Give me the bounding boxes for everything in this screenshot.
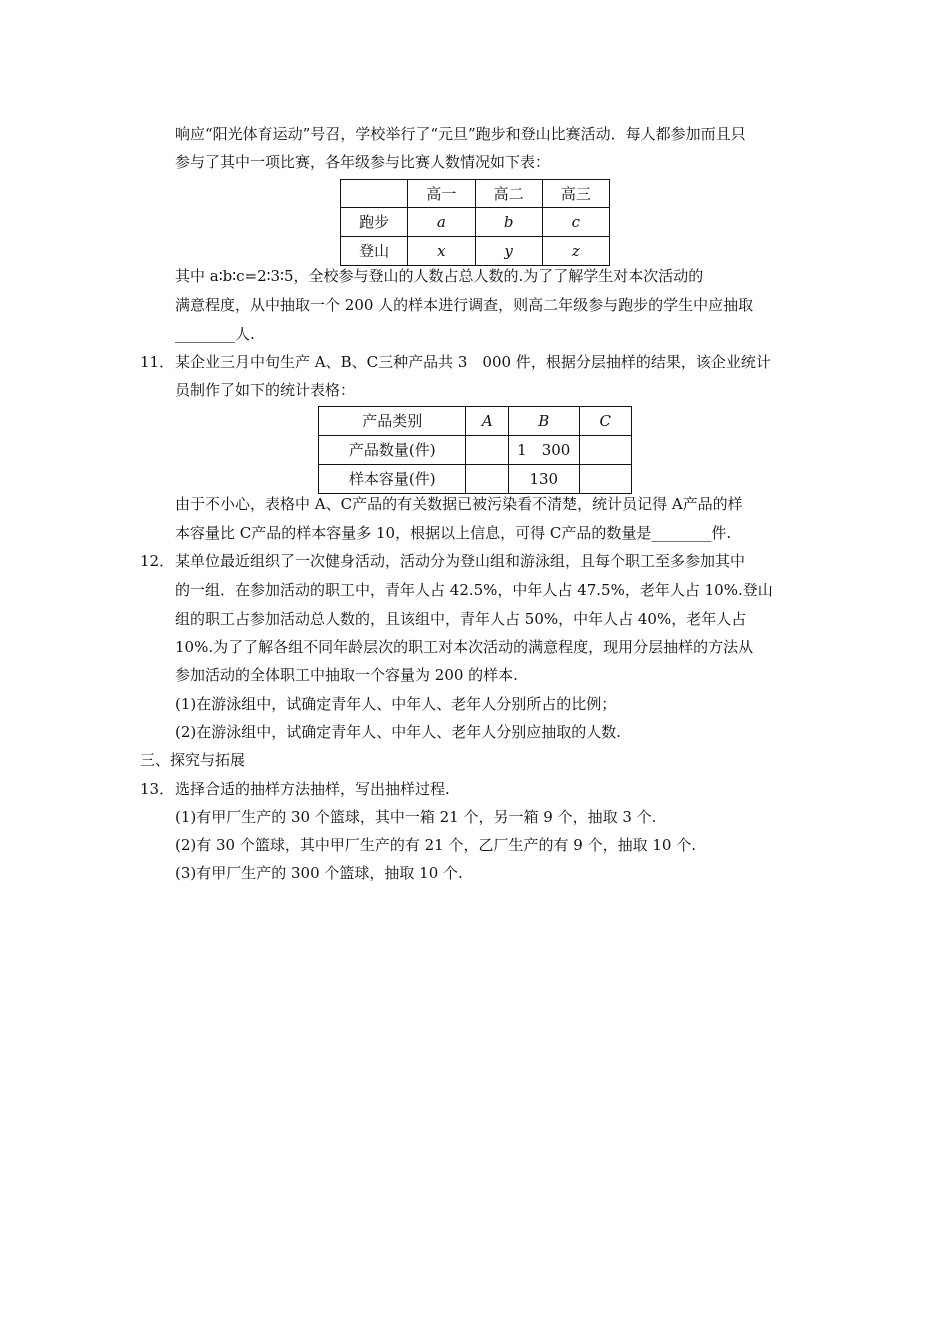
table-header: 产品类别 xyxy=(319,407,466,436)
p13-sub1: (1)有甲厂生产的 30 个篮球，其中一箱 21 个，另一箱 9 个，抽取 3 个. xyxy=(175,808,657,826)
table-cell: 130 xyxy=(509,465,579,494)
p10-line3: 其中 a∶b∶c=2∶3∶5，全校参与登山的人数占总人数的.为了了解学生对本次活动的 xyxy=(175,267,704,285)
p12-line5: 参加活动的全体职工中抽取一个容量为 200 的样本. xyxy=(175,666,518,684)
p12-line4: 10%.为了了解各组不同年龄层次的职工对本次活动的满意程度，现用分层抽样的方法从 xyxy=(175,638,754,656)
table-header: 高三 xyxy=(542,180,609,208)
table-cell xyxy=(466,436,509,465)
table-cell xyxy=(579,436,632,465)
problem-number: 11． xyxy=(140,353,175,371)
table-row-label: 样本容量(件) xyxy=(319,465,466,494)
table-header-empty xyxy=(341,180,408,208)
table-cell xyxy=(466,465,509,494)
table-cell: b xyxy=(475,208,542,237)
p13-sub3: (3)有甲厂生产的 300 个篮球，抽取 10 个. xyxy=(175,864,463,882)
p10-line5: ________人. xyxy=(175,325,255,343)
p13-sub2: (2)有 30 个篮球，其中甲厂生产的有 21 个，乙厂生产的有 9 个，抽取 10 个. xyxy=(175,836,696,854)
p11-line3: 由于不小心，表格中 A、C产品的有关数据已被污染看不清楚，统计员记得 A产品的样 xyxy=(175,495,743,513)
table-cell: c xyxy=(542,208,609,237)
table-cell: x xyxy=(408,237,475,266)
p11-line4: 本容量比 C产品的样本容量多 10，根据以上信息，可得 C产品的数量是________件. xyxy=(175,524,732,542)
table-cell: a xyxy=(408,208,475,237)
table-cell xyxy=(579,465,632,494)
p12-line2: 的一组．在参加活动的职工中，青年人占 42.5%，中年人占 47.5%，老年人占 10%.登山 xyxy=(175,581,773,599)
p13-line1: 选择合适的抽样方法抽样，写出抽样过程. xyxy=(175,780,450,798)
p11-line1: 某企业三月中旬生产 A、B、C三种产品共 3 000 件，根据分层抽样的结果，该企业统计 xyxy=(175,353,771,371)
problem-number: 12． xyxy=(140,552,175,570)
section-heading: 三、探究与拓展 xyxy=(140,751,246,769)
table-cell: 1 300 xyxy=(509,436,579,465)
table-header: A xyxy=(466,407,509,436)
table-row-label: 产品数量(件) xyxy=(319,436,466,465)
table-header: 高一 xyxy=(408,180,475,208)
table-header: B xyxy=(509,407,579,436)
p12-line3: 组的职工占参加活动总人数的，且该组中，青年人占 50%，中年人占 40%，老年人占 xyxy=(175,610,747,628)
table-row-label: 跑步 xyxy=(341,208,408,237)
p11-line2: 员制作了如下的统计表格： xyxy=(175,381,356,399)
table-row-label: 登山 xyxy=(341,237,408,266)
p12-sub2: (2)在游泳组中，试确定青年人、中年人、老年人分别应抽取的人数. xyxy=(175,723,622,741)
p12-line1: 某单位最近组织了一次健身活动，活动分为登山组和游泳组，且每个职工至多参加其中 xyxy=(175,552,746,570)
table-header: 高二 xyxy=(475,180,542,208)
table-product-sampling xyxy=(318,406,632,494)
table-grade-participation xyxy=(340,179,610,266)
table-cell: z xyxy=(542,237,609,266)
table-header: C xyxy=(579,407,632,436)
p10-line4: 满意程度，从中抽取一个 200 人的样本进行调查，则高二年级参与跑步的学生中应抽取 xyxy=(175,296,754,314)
problem-number: 13． xyxy=(140,780,175,798)
p12-sub1: (1)在游泳组中，试确定青年人、中年人、老年人分别所占的比例； xyxy=(175,695,617,713)
p10-line1: 响应“阳光体育运动”号召，学校举行了“元旦”跑步和登山比赛活动．每人都参加而且只 xyxy=(175,125,746,143)
table-cell: y xyxy=(475,237,542,266)
p10-line2: 参与了其中一项比赛，各年级参与比赛人数情况如下表： xyxy=(175,153,551,171)
